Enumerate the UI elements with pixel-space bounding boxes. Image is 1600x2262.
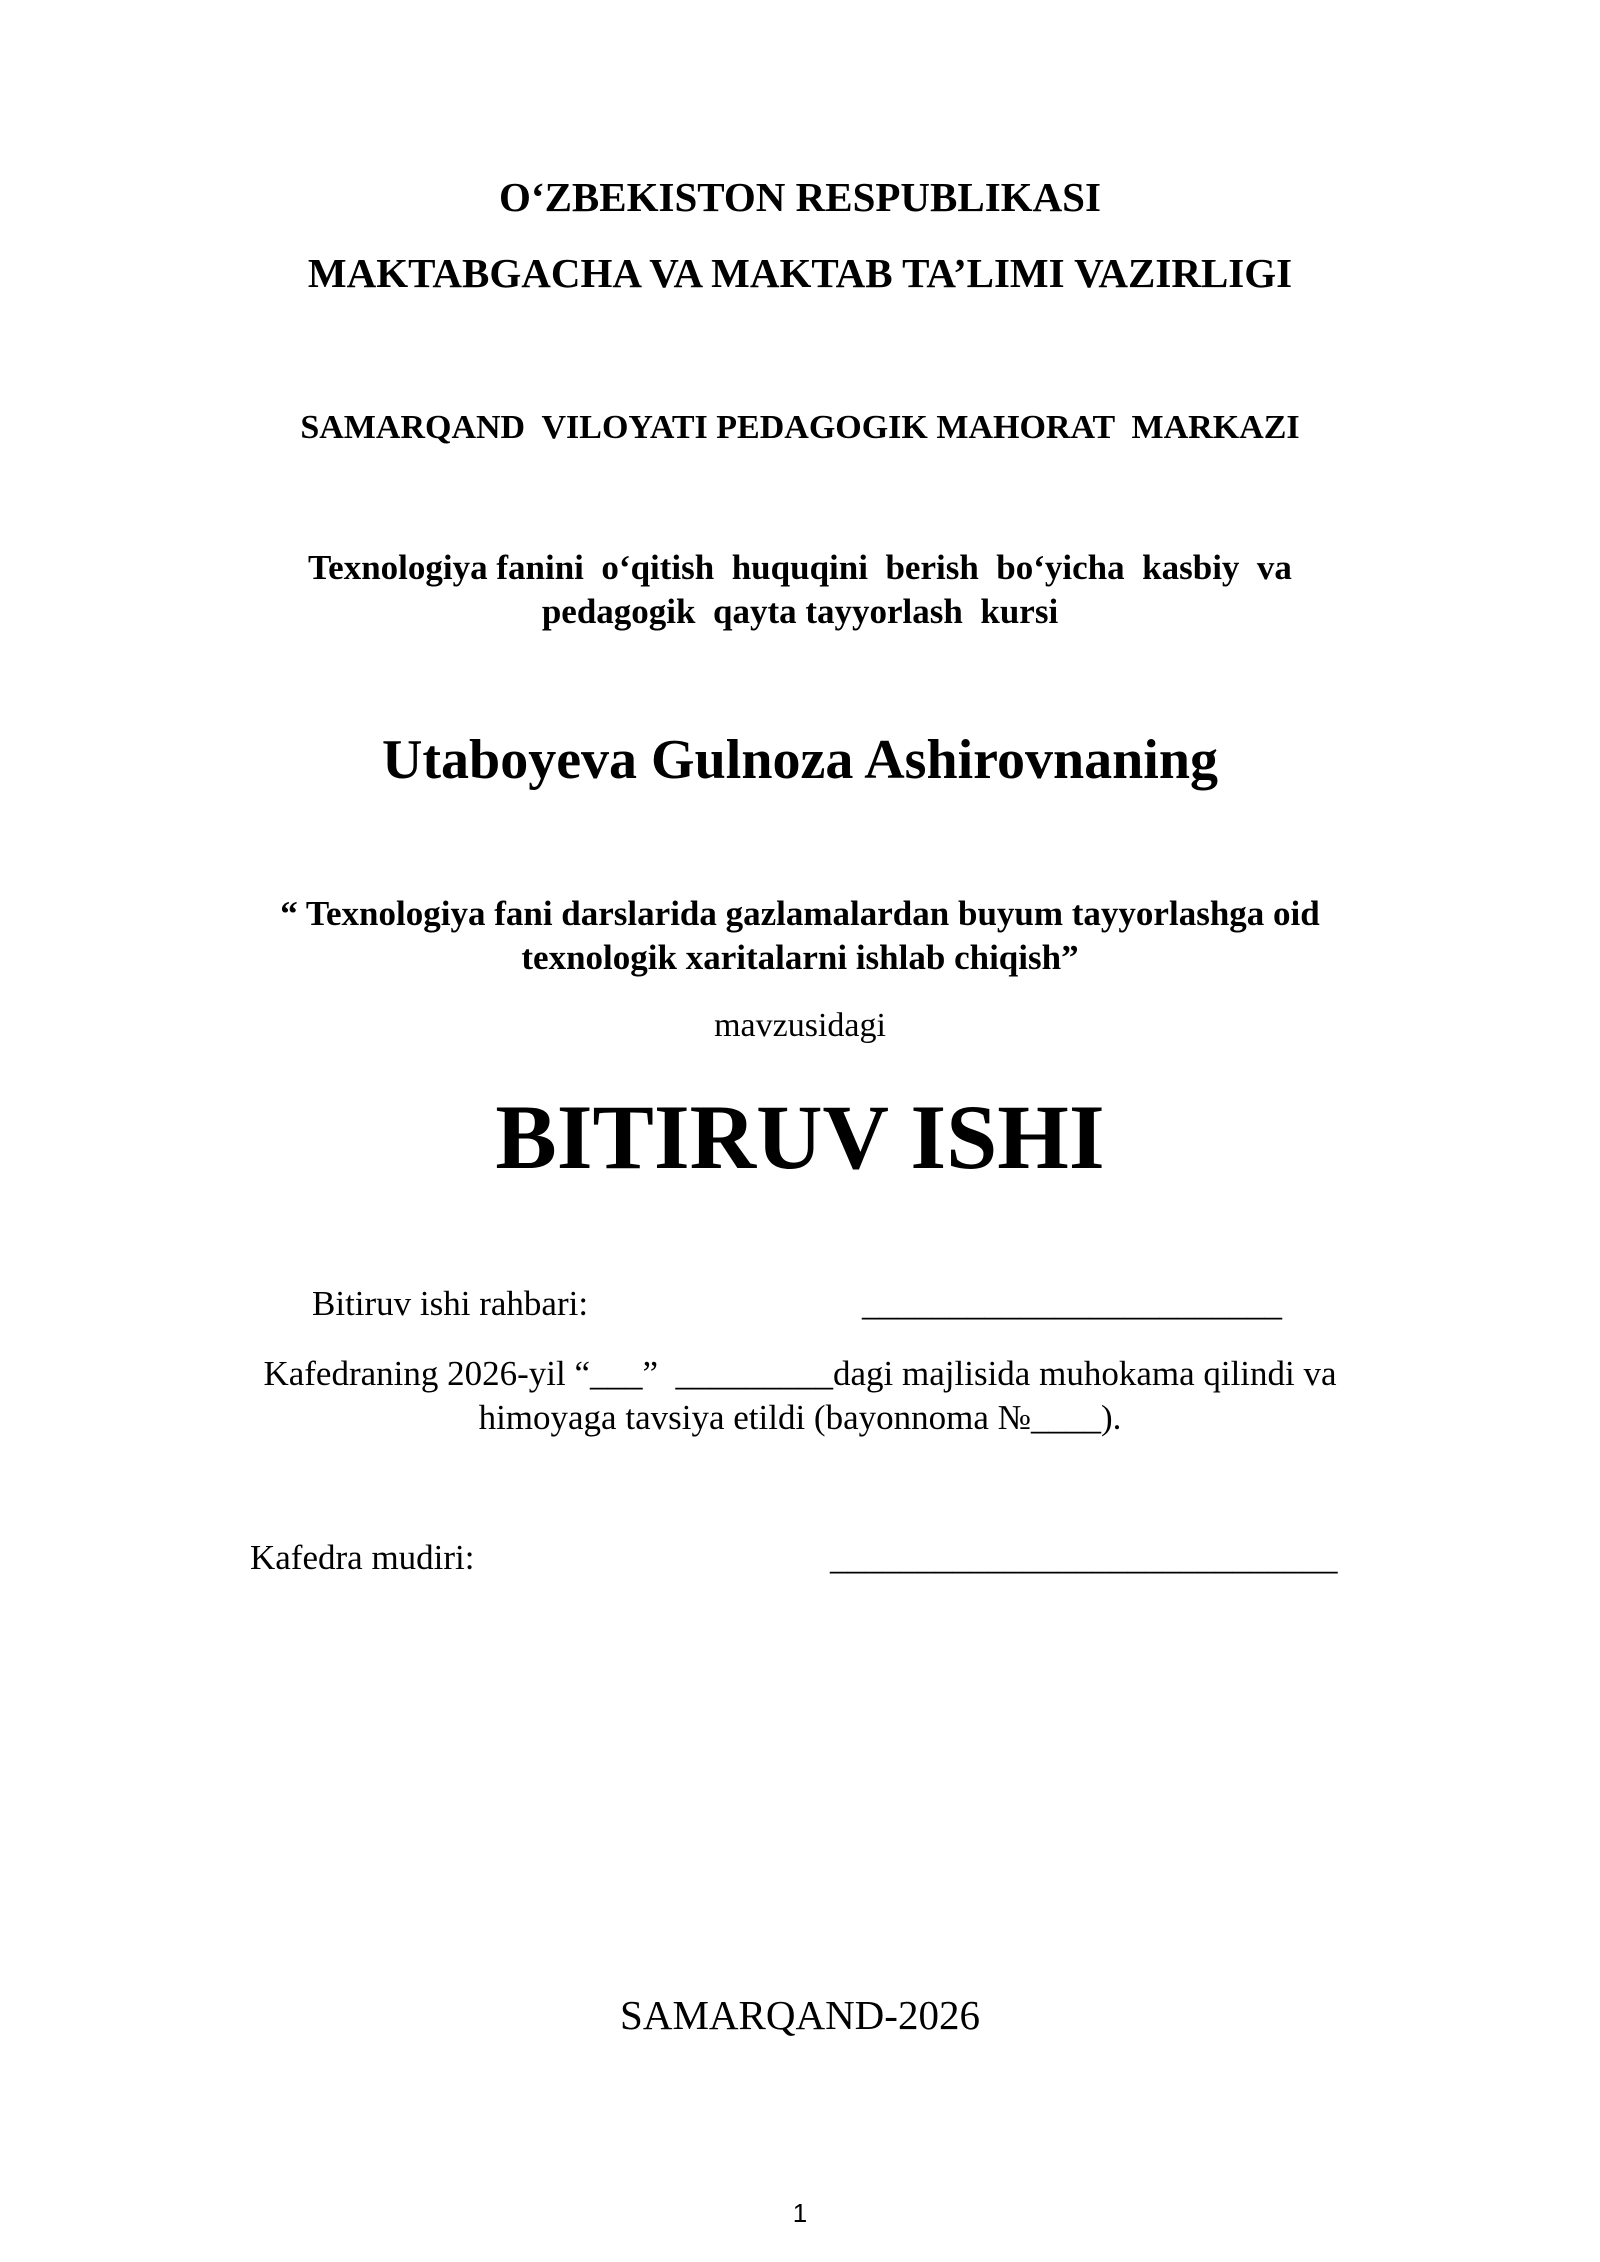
document-title: BITIRUV ISHI — [495, 1086, 1105, 1188]
topic-line-2: texnologik xaritalarni ishlab chiqish” — [521, 938, 1079, 977]
supervisor-label: Bitiruv ishi rahbari: — [312, 1284, 589, 1323]
institution-heading: SAMARQAND VILOYATI PEDAGOGIK MAHORAT MARKAZI — [300, 409, 1300, 446]
city-year: SAMARQAND-2026 — [620, 1992, 980, 2038]
author-name: Utaboyeva Gulnoza Ashirovnaning — [381, 729, 1219, 791]
ministry-country-heading: O‘ZBEKISTON RESPUBLIKASI — [499, 174, 1101, 220]
ministry-name-heading: MAKTABGACHA VA MAKTAB TA’LIMI VAZIRLIGI — [307, 250, 1293, 296]
head-of-department-signature-blank: _____________________________ — [830, 1538, 1338, 1577]
topic-suffix: mavzusidagi — [714, 1007, 886, 1044]
discussion-line-1: Kafedraning 2026-yil “___” _________dagi majlisida muhokama qilindi va — [263, 1354, 1337, 1393]
supervisor-signature-blank: ________________________ — [862, 1284, 1282, 1323]
course-title-line-1: Texnologiya fanini o‘qitish huquqini berish bo‘yicha kasbiy va — [308, 548, 1292, 587]
course-title-line-2: pedagogik qayta tayyorlash kursi — [541, 592, 1059, 631]
discussion-line-2: himoyaga tavsiya etildi (bayonnoma №____). — [478, 1398, 1122, 1437]
topic-line-1: “ Texnologiya fani darslarida gazlamalardan buyum tayyorlashga oid — [280, 894, 1320, 933]
page-number: 1 — [792, 2198, 808, 2228]
head-of-department-label: Kafedra mudiri: — [250, 1538, 475, 1577]
